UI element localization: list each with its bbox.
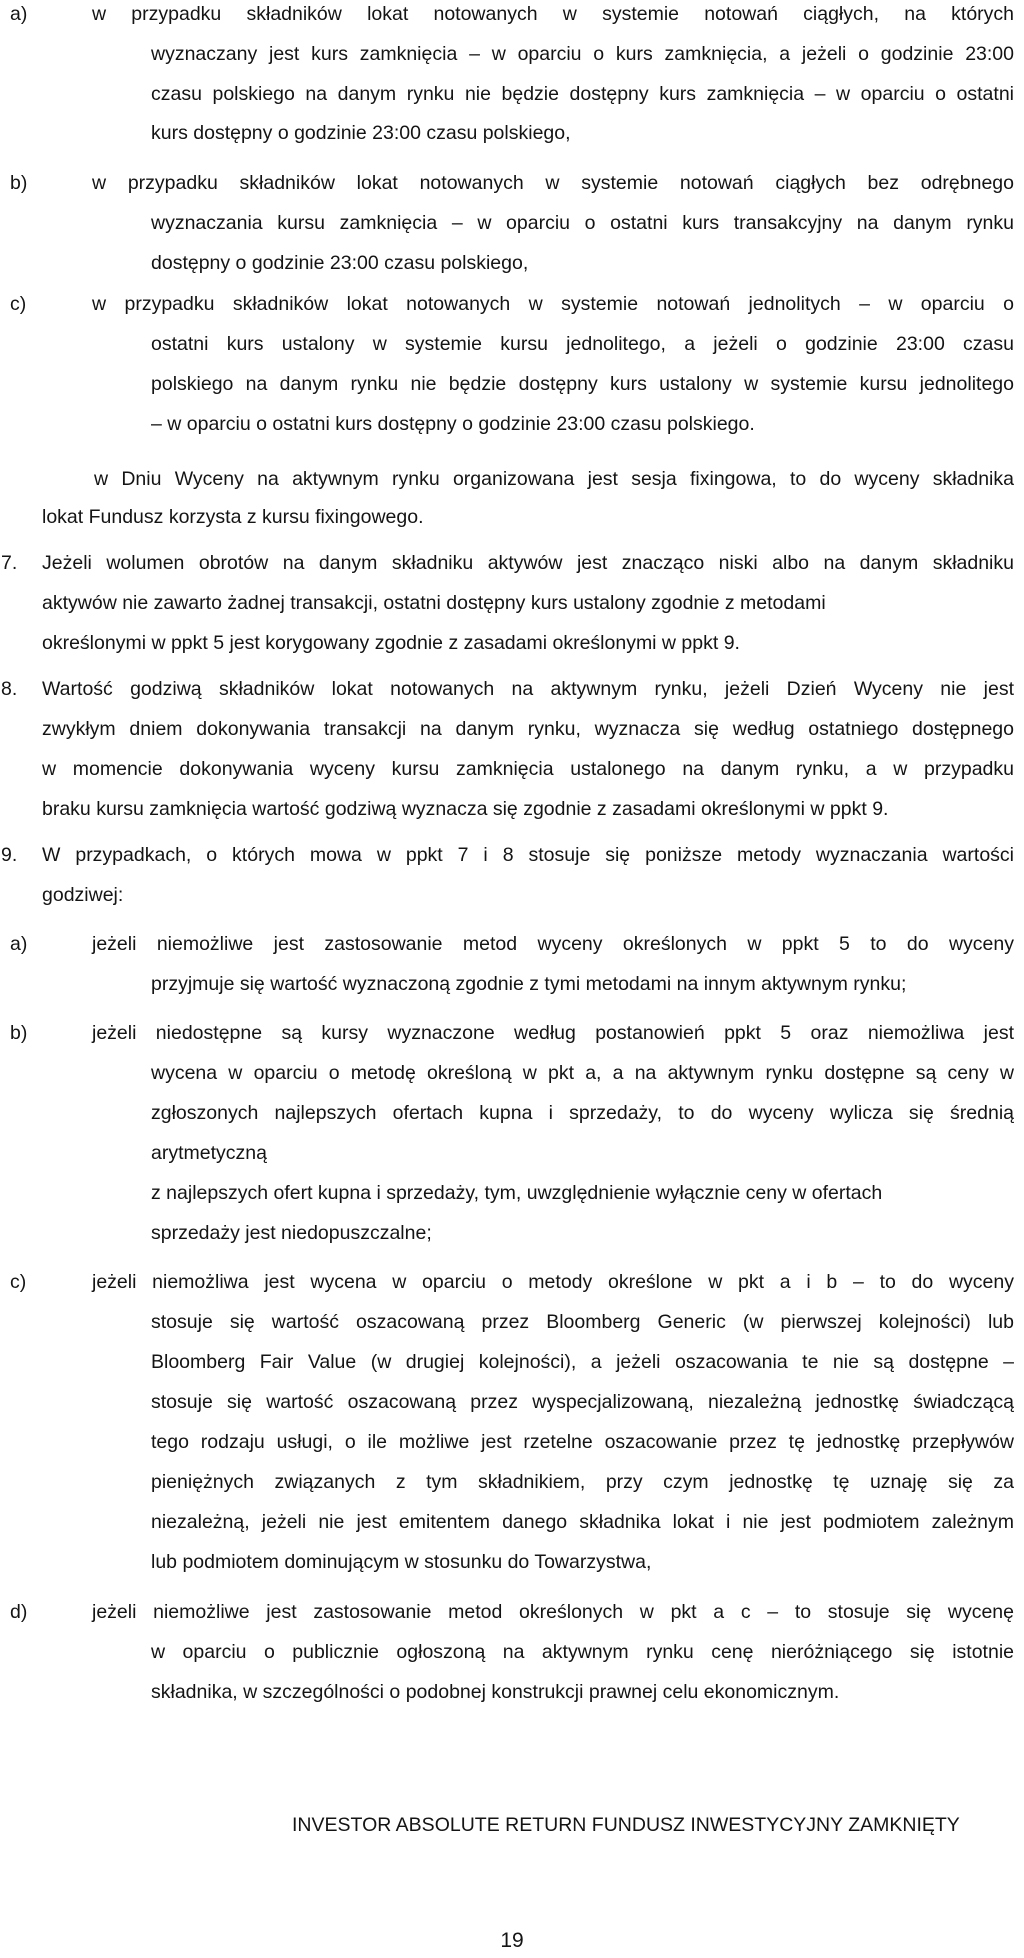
text-line: w oparciu o publicznie ogłoszoną na aktywnym rynku cenę nieróżniącego się istotnie [151, 1641, 1014, 1663]
text-line: w przypadku składników lokat notowanych w systemie notowań ciągłych bez odrębnego [92, 172, 1014, 194]
text-line: lub podmiotem dominującym w stosunku do Towarzystwa, [151, 1551, 652, 1573]
text-line: stosuje się wartość oszacowaną przez Bloomberg Generic (w pierwszej kolejności) lub [151, 1311, 1014, 1333]
text-line: Wartość godziwą składników lokat notowanych na aktywnym rynku, jeżeli Dzień Wyceny nie jest [42, 678, 1014, 700]
text-line: tego rodzaju usługi, o ile możliwe jest rzetelne oszacowanie przez tę jednostkę przepływów [151, 1431, 1014, 1453]
text-line: przyjmuje się wartość wyznaczoną zgodnie z tymi metodami na innym aktywnym rynku; [151, 973, 907, 995]
text-line: braku kursu zamknięcia wartość godziwą wyznacza się zgodnie z zasadami określonymi w ppkt 9. [42, 798, 889, 820]
text-line: określonymi w ppkt 5 jest korygowany zgodnie z zasadami określonymi w ppkt 9. [42, 632, 740, 654]
text-line: w Dniu Wyceny na aktywnym rynku organizowana jest sesja fixingowa, to do wyceny składnika [94, 468, 1014, 490]
page-number: 19 [500, 1929, 524, 1952]
text-line: Bloomberg Fair Value (w drugiej kolejności), a jeżeli oszacowania te nie są dostępne – [151, 1351, 1014, 1373]
text-line: godziwej: [42, 884, 124, 906]
list-marker: d) [10, 1601, 28, 1623]
text-line: pieniężnych związanych z tym składnikiem, przy czym jednostkę tę uznaję się za [151, 1471, 1014, 1493]
text-line: dostępny o godzinie 23:00 czasu polskiego, [151, 252, 529, 274]
list-marker: 8. [1, 678, 18, 700]
text-line: czasu polskiego na danym rynku nie będzie dostępny kurs zamknięcia – w oparciu o ostatni [151, 83, 1014, 105]
list-marker: b) [10, 172, 28, 194]
list-marker: c) [10, 293, 27, 315]
text-line: jeżeli niemożliwe jest zastosowanie metod wyceny określonych w ppkt 5 to do wyceny [92, 933, 1014, 955]
text-line: Jeżeli wolumen obrotów na danym składniku aktywów jest znacząco niski albo na danym składniku [42, 552, 1014, 574]
text-line: w przypadku składników lokat notowanych w systemie notowań jednolitych – w oparciu o [92, 293, 1014, 315]
document-footer: INVESTOR ABSOLUTE RETURN FUNDUSZ INWESTYCYJNY ZAMKNIĘTY [292, 1814, 960, 1836]
text-line: zgłoszonych najlepszych ofertach kupna i sprzedaży, to do wyceny wylicza się średnią [151, 1102, 1014, 1124]
text-line: jeżeli niemożliwe jest zastosowanie metod określonych w pkt a c – to stosuje się wycenę [92, 1601, 1014, 1623]
list-marker: a) [10, 3, 28, 25]
list-marker: c) [10, 1271, 27, 1293]
text-line: – w oparciu o ostatni kurs dostępny o godzinie 23:00 czasu polskiego. [151, 413, 755, 435]
list-marker: 7. [1, 552, 18, 574]
text-line: lokat Fundusz korzysta z kursu fixingowego. [42, 506, 424, 528]
text-line: stosuje się wartość oszacowaną przez wyspecjalizowaną, niezależną jednostkę świadczącą [151, 1391, 1014, 1413]
text-line: składnika, w szczególności o podobnej konstrukcji prawnej celu ekonomicznym. [151, 1681, 840, 1703]
text-line: wyznaczany jest kurs zamknięcia – w oparciu o kurs zamknięcia, a jeżeli o godzinie 23:00 [151, 43, 1014, 65]
text-line: sprzedaży jest niedopuszczalne; [151, 1222, 432, 1244]
list-marker: b) [10, 1022, 28, 1044]
text-line: jeżeli niemożliwa jest wycena w oparciu o metody określone w pkt a i b – to do wyceny [92, 1271, 1014, 1293]
text-line: polskiego na danym rynku nie będzie dostępny kurs ustalony w systemie kursu jednolitego [151, 373, 1014, 395]
text-line: zwykłym dniem dokonywania transakcji na danym rynku, wyznacza się według ostatniego dostępnego [42, 718, 1014, 740]
text-line: wyznaczania kursu zamknięcia – w oparciu o ostatni kurs transakcyjny na danym rynku [151, 212, 1014, 234]
text-line: jeżeli niedostępne są kursy wyznaczone według postanowień ppkt 5 oraz niemożliwa jest [92, 1022, 1014, 1044]
list-marker: 9. [1, 844, 18, 866]
text-line: W przypadkach, o których mowa w ppkt 7 i 8 stosuje się poniższe metody wyznaczania wartości [42, 844, 1014, 866]
text-line: kurs dostępny o godzinie 23:00 czasu polskiego, [151, 122, 571, 144]
text-line: arytmetyczną [151, 1142, 267, 1164]
text-line: ostatni kurs ustalony w systemie kursu jednolitego, a jeżeli o godzinie 23:00 czasu [151, 333, 1014, 355]
text-line: niezależną, jeżeli nie jest emitentem danego składnika lokat i nie jest podmiotem zależnym [151, 1511, 1014, 1533]
text-line: w momencie dokonywania wyceny kursu zamknięcia ustalonego na danym rynku, a w przypadku [42, 758, 1014, 780]
text-line: w przypadku składników lokat notowanych w systemie notowań ciągłych, na których [92, 3, 1014, 25]
list-marker: a) [10, 933, 28, 955]
text-line: z najlepszych ofert kupna i sprzedaży, tym, uwzględnienie wyłącznie ceny w ofertach [151, 1182, 883, 1204]
text-line: wycena w oparciu o metodę określoną w pkt a, a na aktywnym rynku dostępne są ceny w [151, 1062, 1014, 1084]
text-line: aktywów nie zawarto żadnej transakcji, ostatni dostępny kurs ustalony zgodnie z metodami [42, 592, 826, 614]
